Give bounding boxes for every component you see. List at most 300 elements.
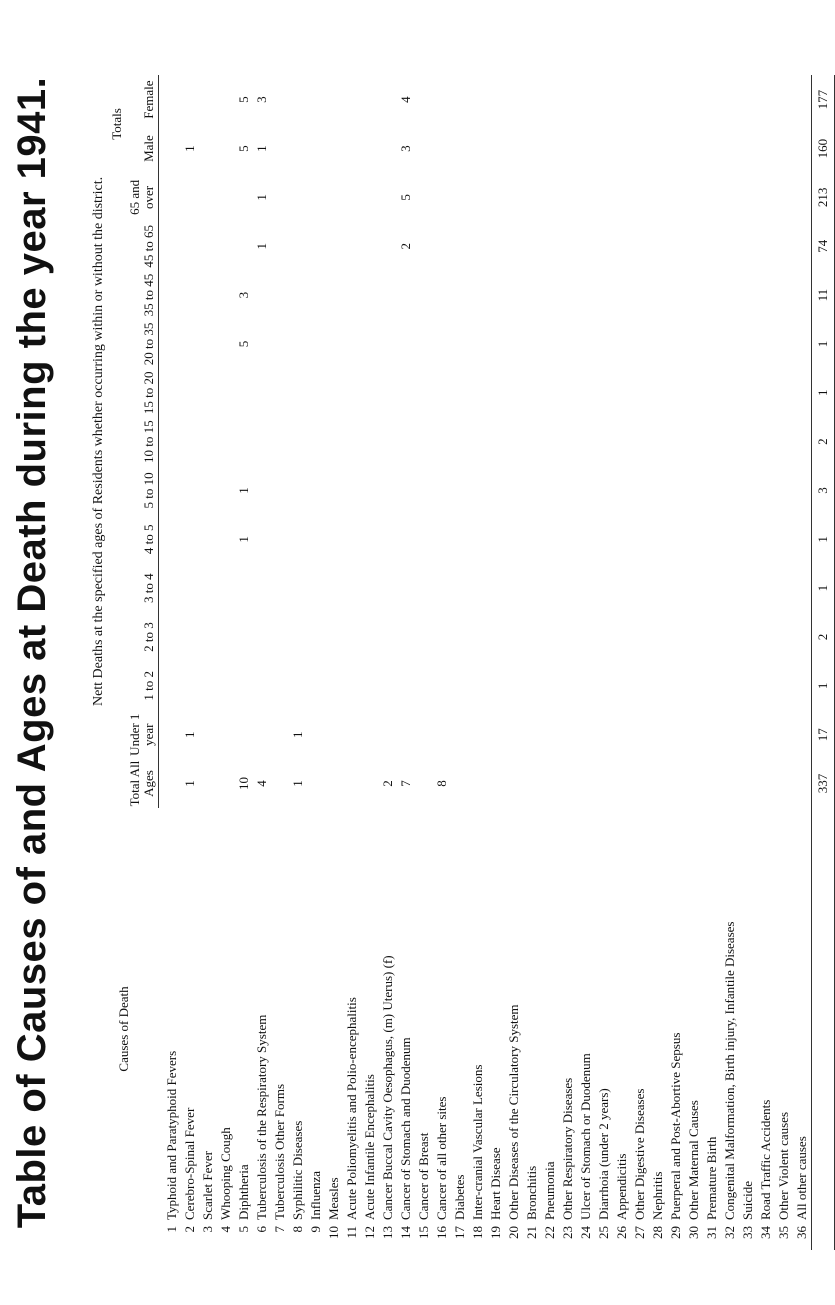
value-cell [703,710,721,759]
value-cell [253,466,271,515]
value-cell [649,564,667,613]
value-cell [577,75,595,124]
value-cell [325,75,343,124]
value-cell [775,124,793,173]
value-cell [685,124,703,173]
value-cell [631,613,649,662]
value-cell [199,466,217,515]
value-cell [433,613,451,662]
cause-cell [487,808,505,1250]
value-cell [487,417,505,466]
cause-number: 7 [272,1226,287,1233]
value-cell [523,75,541,124]
value-cell [433,173,451,222]
value-cell [451,271,469,320]
value-cell [577,515,595,564]
value-cell [469,515,487,564]
value-cell [739,417,757,466]
column-header: 20 to 35 [126,320,159,369]
cause-number: 9 [308,1226,323,1233]
value-cell [325,564,343,613]
value-cell [487,75,505,124]
value-cell [577,613,595,662]
value-cell [577,759,595,808]
cause-name: Scarlet Fever [200,1151,215,1220]
value-cell [631,271,649,320]
value-cell [775,613,793,662]
cause-cell [739,808,757,1250]
value-cell: 5 [236,340,251,348]
cause-name: Pneumonia [542,1161,557,1220]
value-cell [541,173,559,222]
cause-number: 6 [254,1226,269,1233]
value-cell [631,368,649,417]
table-row [505,75,523,1250]
value-cell [271,320,289,369]
page-title: Table of Causes of and Ages at Death during the year 1941. [10,76,54,1229]
value-cell: 1 [182,780,197,787]
value-cell [217,710,235,759]
value-cell [505,466,523,515]
value-cell [415,417,433,466]
cause-cell [199,808,217,1250]
table-row [343,75,361,1250]
cause-name: Inter-cranial Vascular Lesions [470,1064,485,1220]
column-header: Total All Ages [126,759,159,808]
value-cell [775,75,793,124]
value-cell [739,661,757,710]
value-cell [343,515,361,564]
value-cell [469,417,487,466]
value-cell [451,564,469,613]
value-cell [631,222,649,271]
table-row [523,75,541,1250]
cause-number: 31 [704,1226,719,1239]
value-cell [775,222,793,271]
value-cell [199,271,217,320]
column-header: 10 to 15 [126,417,159,466]
value-cell [361,661,379,710]
table-row [775,75,793,1250]
value-cell [793,173,812,222]
value-cell [307,613,325,662]
table-row [685,75,703,1250]
value-cell [451,515,469,564]
value-cell [505,661,523,710]
cause-name: Appendicitis [614,1153,629,1220]
cause-column-header: Causes of Death [116,986,132,1072]
value-cell [703,173,721,222]
value-cell [159,173,182,222]
cause-cell [649,808,667,1250]
value-cell [487,661,505,710]
cause-number: 2 [182,1226,197,1233]
value-cell [271,661,289,710]
value-cell [397,417,415,466]
value-cell [289,564,307,613]
table-row [469,75,487,1250]
value-cell [289,75,307,124]
value-cell [415,222,433,271]
total-cell: 74 [812,222,835,271]
value-cell [505,564,523,613]
value-cell [631,75,649,124]
value-cell [271,173,289,222]
value-cell [793,124,812,173]
value-cell [289,368,307,417]
header-spacer [108,173,126,808]
total-cell: 177 [812,75,835,124]
value-cell [199,710,217,759]
table-row [793,75,812,1250]
value-cell [469,613,487,662]
value-cell [379,564,397,613]
total-cell: 11 [812,271,835,320]
cause-name: Cerebro-Spinal Fever [182,1107,197,1220]
value-cell: 2 [380,780,395,787]
value-cell [739,759,757,808]
value-cell [739,710,757,759]
cause-number: 26 [614,1226,629,1239]
value-cell [235,368,253,417]
value-cell [361,124,379,173]
cause-cell [159,808,182,1250]
value-cell [361,564,379,613]
cause-number: 20 [506,1226,521,1239]
cause-number: 34 [758,1226,773,1239]
table-row [703,75,721,1250]
cause-name: Ulcer of Stomach or Duodenum [578,1053,593,1220]
value-cell [181,417,199,466]
value-cell [181,564,199,613]
value-cell [793,613,812,662]
value-cell [379,173,397,222]
value-cell [433,124,451,173]
value-cell [325,173,343,222]
cause-number: 24 [578,1226,593,1239]
value-cell [541,75,559,124]
table-row [217,75,235,1250]
value-cell [613,759,631,808]
value-cell [721,515,739,564]
value-cell [397,466,415,515]
cause-name: Puerperal and Post-Abortive Sepsus [668,1032,683,1220]
value-cell [469,320,487,369]
value-cell [325,613,343,662]
value-cell [289,320,307,369]
value-cell [271,368,289,417]
table-row [757,75,775,1250]
value-cell [217,368,235,417]
value-cell [469,368,487,417]
cause-number: 22 [542,1226,557,1239]
table-row [199,75,217,1250]
value-cell [559,368,577,417]
table-row [289,75,307,1250]
value-cell [343,466,361,515]
value-cell [415,271,433,320]
value-cell [685,271,703,320]
value-cell [451,75,469,124]
cause-cell [307,808,325,1250]
cause-number: 29 [668,1226,683,1239]
value-cell [505,515,523,564]
cause-cell [253,808,271,1250]
value-cell [703,320,721,369]
value-cell [721,320,739,369]
cause-name: Other Digestive Diseases [632,1088,647,1220]
value-cell [577,417,595,466]
value-cell [415,75,433,124]
cause-cell [631,808,649,1250]
value-cell [451,759,469,808]
value-cell [397,661,415,710]
value-cell [703,222,721,271]
value-cell [793,320,812,369]
table-row [379,75,397,1250]
value-cell [577,320,595,369]
value-cell [721,759,739,808]
value-cell [775,417,793,466]
value-cell [595,515,613,564]
value-cell [217,759,235,808]
value-cell [649,173,667,222]
value-cell [577,466,595,515]
value-cell [159,759,182,808]
value-cell [415,564,433,613]
value-cell [307,271,325,320]
value-cell [649,515,667,564]
cause-name: Cancer of Stomach and Duodenum [398,1037,413,1220]
value-cell [307,515,325,564]
value-cell [523,759,541,808]
cause-cell [505,808,523,1250]
value-cell [703,564,721,613]
value-cell [721,124,739,173]
value-cell [199,320,217,369]
value-cell [307,222,325,271]
value-cell [523,271,541,320]
value-cell [523,613,541,662]
value-cell [181,368,199,417]
total-cell: 1 [812,368,835,417]
value-cell [271,710,289,759]
value-cell [159,613,182,662]
value-cell [613,515,631,564]
value-cell [361,75,379,124]
value-cell [415,710,433,759]
value-cell [415,613,433,662]
value-cell [271,466,289,515]
value-cell [415,124,433,173]
value-cell: 1 [290,731,305,738]
table-row [613,75,631,1250]
value-cell [253,710,271,759]
value-cell [577,124,595,173]
value-cell [523,661,541,710]
value-cell [667,368,685,417]
value-cell [703,661,721,710]
value-cell [559,613,577,662]
value-cell [793,661,812,710]
totals-group-header: Totals [109,108,124,140]
value-cell [199,124,217,173]
cause-cell [793,808,812,1250]
value-cell [757,613,775,662]
cause-number: 12 [362,1226,377,1239]
cause-number: 3 [200,1226,215,1233]
value-cell [361,515,379,564]
cause-cell [541,808,559,1250]
value-cell [159,710,182,759]
value-cell [541,368,559,417]
value-cell [559,661,577,710]
totals-row [812,75,835,1250]
value-cell [361,271,379,320]
value-cell [487,466,505,515]
value-cell [379,661,397,710]
value-cell [685,564,703,613]
value-cell: 1 [290,780,305,787]
value-cell [559,759,577,808]
value-cell [433,710,451,759]
value-cell [649,320,667,369]
value-cell [757,515,775,564]
value-cell [793,417,812,466]
cause-name: Measles [326,1177,341,1220]
value-cell [739,368,757,417]
value-cell [559,222,577,271]
value-cell [361,466,379,515]
value-cell [253,271,271,320]
value-cell [397,564,415,613]
column-header: 45 to 65 [126,222,159,271]
value-cell [199,222,217,271]
value-cell [361,173,379,222]
value-cell [505,710,523,759]
value-cell [433,515,451,564]
cause-name: Tuberculosis Other Forms [272,1083,287,1220]
cause-cell [235,808,253,1250]
table-row [325,75,343,1250]
value-cell [451,466,469,515]
value-cell [217,173,235,222]
value-cell [721,222,739,271]
value-cell [451,173,469,222]
value-cell [199,515,217,564]
value-cell [159,417,182,466]
value-cell [159,466,182,515]
value-cell [667,759,685,808]
value-cell [667,417,685,466]
value-cell [559,320,577,369]
value-cell [217,271,235,320]
value-cell [217,564,235,613]
value-cell [235,564,253,613]
cause-cell [685,808,703,1250]
value-cell [271,75,289,124]
value-cell [667,564,685,613]
value-cell [721,613,739,662]
cause-name: Road Traffic Accidents [758,1099,773,1220]
value-cell [361,222,379,271]
value-cell [451,124,469,173]
value-cell [505,75,523,124]
value-cell [541,222,559,271]
value-cell [487,173,505,222]
value-cell: 10 [236,777,251,791]
value-cell [217,613,235,662]
value-cell: 1 [254,194,269,201]
value-cell [595,222,613,271]
value-cell [397,613,415,662]
value-cell [685,222,703,271]
value-cell [793,271,812,320]
value-cell [631,124,649,173]
cause-name: Acute Infantile Encephalitis [362,1074,377,1220]
value-cell [253,564,271,613]
value-cell [631,564,649,613]
table-row [397,75,415,1250]
value-cell [739,515,757,564]
value-cell [757,271,775,320]
cause-number: 10 [326,1226,341,1239]
value-cell [159,75,182,124]
value-cell [613,564,631,613]
value-cell [433,661,451,710]
value-cell [793,564,812,613]
value-cell [235,710,253,759]
value-cell [217,515,235,564]
value-cell [559,515,577,564]
value-cell [523,124,541,173]
value-cell [343,368,361,417]
value-cell [397,368,415,417]
value-cell: 4 [254,780,269,787]
value-cell [361,759,379,808]
value-cell [541,564,559,613]
value-cell [667,173,685,222]
value-cell: 1 [236,487,251,494]
cause-number: 36 [794,1226,809,1239]
value-cell [757,661,775,710]
value-cell [469,173,487,222]
value-cell: 1 [182,731,197,738]
cause-number: 28 [650,1226,665,1239]
value-cell [667,222,685,271]
value-cell [649,368,667,417]
value-cell [505,320,523,369]
value-cell [289,515,307,564]
value-cell [415,466,433,515]
value-cell: 1 [182,145,197,152]
value-cell [289,173,307,222]
value-cell [523,466,541,515]
cause-name: Other Maternal Causes [686,1100,701,1220]
value-cell [289,271,307,320]
cause-cell [289,808,307,1250]
column-header: 5 to 10 [126,466,159,515]
value-cell [595,710,613,759]
value-cell [775,271,793,320]
cause-number: 21 [524,1226,539,1239]
value-cell [685,417,703,466]
cause-name: Heart Disease [488,1147,503,1220]
value-cell [325,368,343,417]
value-cell [181,271,199,320]
value-cell [541,320,559,369]
value-cell [649,417,667,466]
